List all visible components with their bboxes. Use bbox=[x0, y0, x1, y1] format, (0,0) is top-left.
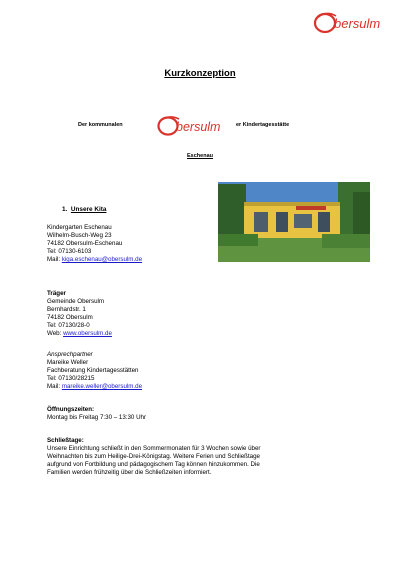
section-label: Unsere Kita bbox=[70, 206, 107, 213]
mail-label: Mail: bbox=[47, 256, 61, 264]
subtitle-right: er Kindertagesstätte bbox=[236, 122, 290, 128]
oeffnung-text: Montag bis Freitag 7:30 – 13:30 Uhr bbox=[47, 414, 147, 422]
traeger-heading: Träger bbox=[47, 290, 66, 297]
kita-tel: Tel: 07130-6103 bbox=[47, 248, 92, 256]
obersulm-logo bbox=[312, 8, 388, 38]
schliess-heading: Schließtage: bbox=[47, 437, 84, 444]
svg-text:bersulm: bersulm bbox=[334, 16, 381, 31]
location-heading: Eschenau bbox=[187, 153, 213, 159]
subtitle-left: Der kommunalen bbox=[78, 122, 123, 128]
ansprech-mail-link[interactable]: mareike.weller@obersulm.de bbox=[61, 383, 143, 391]
kita-address bbox=[47, 224, 377, 264]
traeger-name: Gemeinde Obersulm bbox=[47, 298, 105, 306]
schliess-line: Unsere Einrichtung schließt in den Sommermonaten für 3 Wochen sowie über bbox=[47, 445, 261, 453]
kita-city: 74182 Obersulm-Eschenau bbox=[47, 240, 123, 248]
oeffnung-block bbox=[47, 406, 377, 422]
ansprech-heading: Ansprechpartner bbox=[47, 351, 93, 358]
obersulm-inline-logo bbox=[156, 112, 228, 140]
schliess-block bbox=[47, 437, 377, 477]
schliess-line: aufgrund von Fortbildung und pädagogischem Tag können hinzukommen. Die bbox=[47, 461, 260, 469]
schliess-line: Weihnachten bis zum Heilige-Drei-Königstag. Weitere Ferien und Schließtage bbox=[47, 453, 260, 461]
web-label: Web: bbox=[47, 330, 62, 338]
mail-label: Mail: bbox=[47, 383, 61, 391]
kita-mail-link[interactable]: kiga.eschenau@obersulm.de bbox=[61, 256, 143, 264]
oeffnung-heading: Öffnungszeiten: bbox=[47, 406, 95, 413]
traeger-tel: Tel: 07130/28-0 bbox=[47, 322, 90, 330]
ansprech-name: Mareike Weller bbox=[47, 359, 89, 367]
ansprech-role: Fachberatung Kindertagesstätten bbox=[47, 367, 139, 375]
ansprech-tel: Tel: 07130/28215 bbox=[47, 375, 95, 383]
ansprech-mail-row bbox=[47, 383, 377, 391]
page-title: Kurzkonzeption bbox=[164, 68, 236, 79]
traeger-block bbox=[47, 290, 377, 339]
section-number: 1. bbox=[62, 206, 68, 213]
traeger-street: Bernhardstr. 1 bbox=[47, 306, 86, 314]
traeger-web-link[interactable]: www.obersulm.de bbox=[63, 330, 112, 338]
section-heading-kita bbox=[62, 206, 106, 213]
kita-street: Wilhelm-Busch-Weg 23 bbox=[47, 232, 112, 240]
svg-text:bersulm: bersulm bbox=[176, 120, 221, 134]
traeger-city: 74182 Obersulm bbox=[47, 314, 93, 322]
traeger-web-row bbox=[47, 330, 377, 338]
kita-mail-row bbox=[47, 256, 377, 264]
ansprech-block bbox=[47, 351, 377, 391]
schliess-line: Familien werden frühzeitig über die Schließzeiten informiert. bbox=[47, 469, 212, 477]
kita-name: Kindergarten Eschenau bbox=[47, 224, 112, 231]
